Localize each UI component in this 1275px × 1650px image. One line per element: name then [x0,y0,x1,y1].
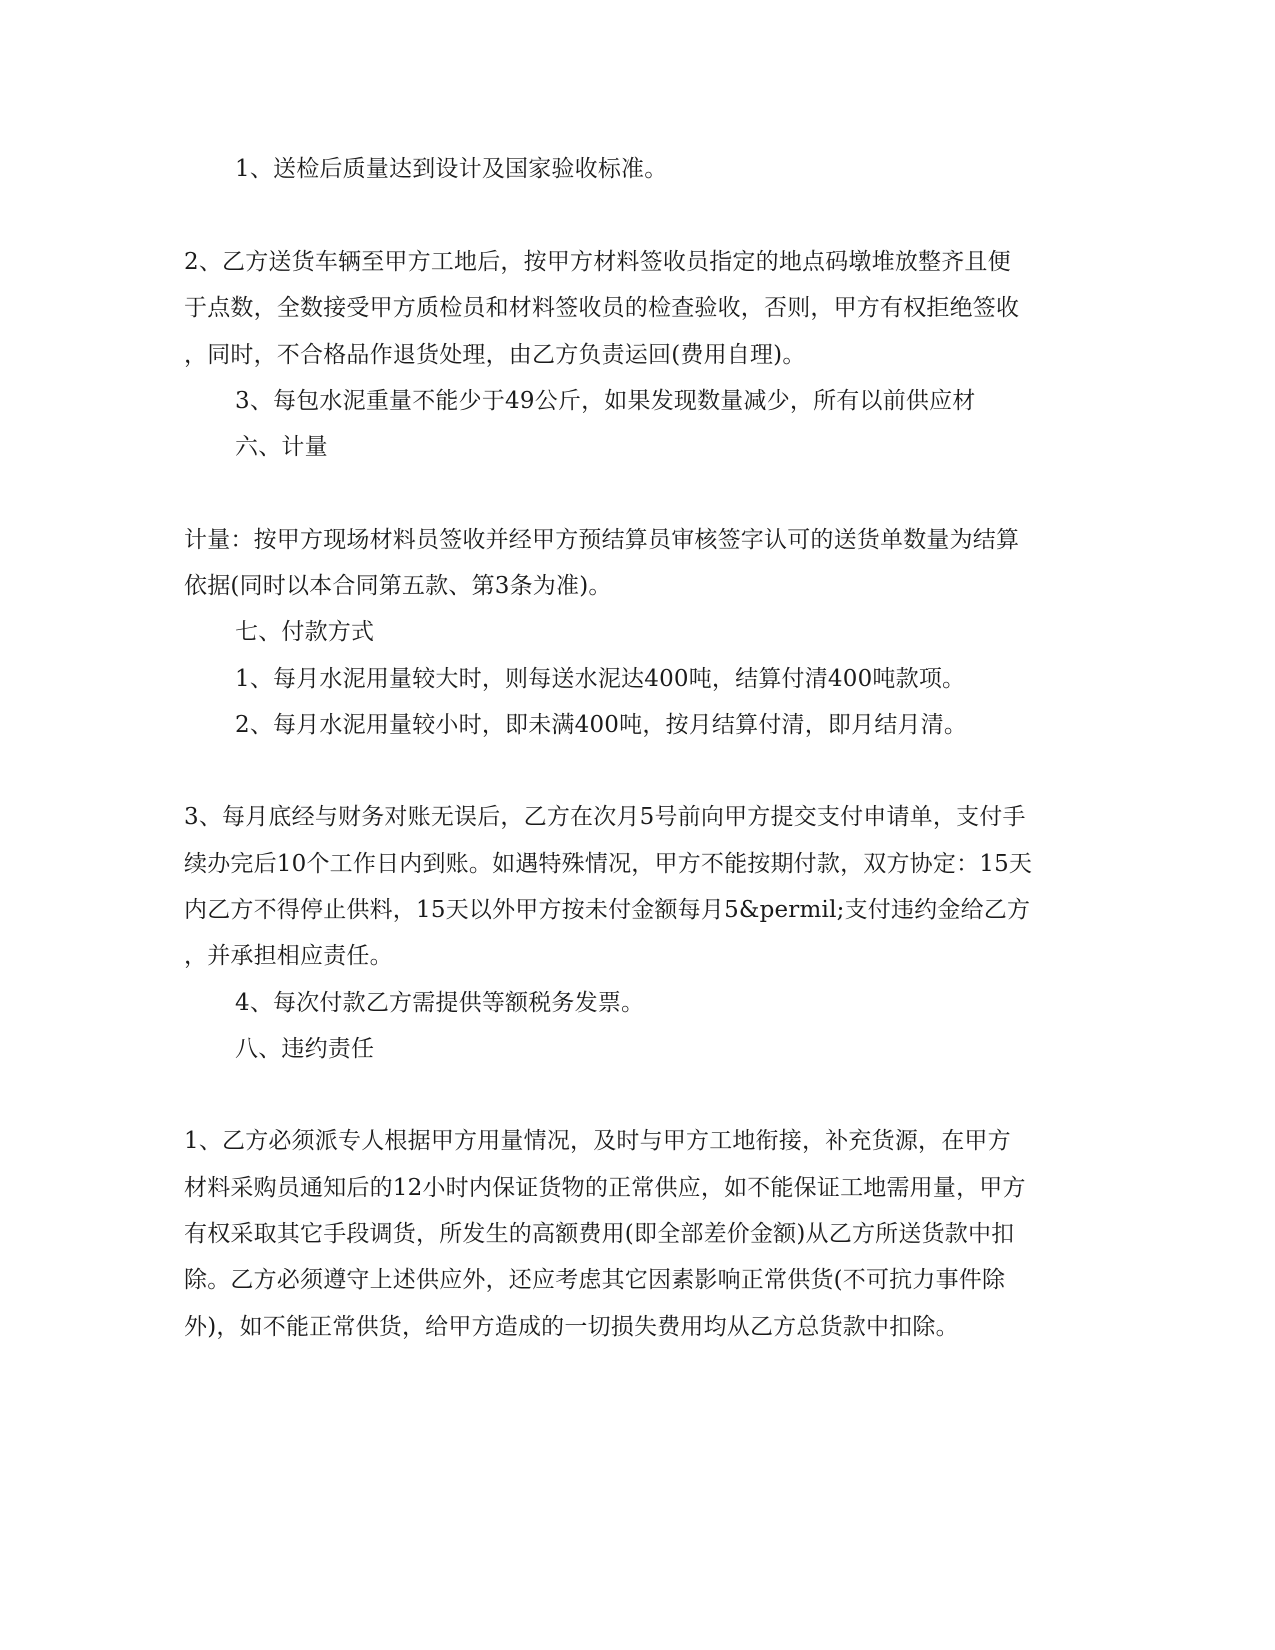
paragraph-line: 1、送检后质量达到设计及国家验收标准。 [235,156,668,182]
paragraph-line: 1、乙方必须派专人根据甲方用量情况，及时与甲方工地衔接，补充货源，在甲方 [184,1128,1011,1154]
section-heading: 七、付款方式 [235,619,375,645]
paragraph-line: 1、每月水泥用量较大时，则每送水泥达400吨，结算付清400吨款项。 [235,666,966,692]
paragraph-line: 3、每月底经与财务对账无误后，乙方在次月5号前向甲方提交支付申请单，支付手 [184,804,1026,830]
paragraph-line: 有权采取其它手段调货，所发生的高额费用(即全部差价金额)从乙方所送货款中扣 [184,1221,1015,1247]
paragraph-line: ，同时，不合格品作退货处理，由乙方负责运回(费用自理)。 [184,342,806,368]
section-heading: 八、违约责任 [235,1036,375,1062]
paragraph-line: 2、每月水泥用量较小时，即未满400吨，按月结算付清，即月结月清。 [235,712,968,738]
paragraph-line: ，并承担相应责任。 [184,943,393,969]
paragraph-line: 于点数，全数接受甲方质检员和材料签收员的检查验收，否则，甲方有权拒绝签收 [184,295,1020,321]
paragraph-line: 依据(同时以本合同第五款、第3条为准)。 [184,573,612,599]
paragraph-line: 计量：按甲方现场材料员签收并经甲方预结算员审核签字认可的送货单数量为结算 [184,527,1020,553]
paragraph-line: 4、每次付款乙方需提供等额税务发票。 [235,990,645,1016]
paragraph-line: 3、每包水泥重量不能少于49公斤，如果发现数量减少，所有以前供应材 [235,388,976,414]
paragraph-line: 除。乙方必须遵守上述供应外，还应考虑其它因素影响正常供货(不可抗力事件除 [184,1267,1006,1293]
paragraph-line: 材料采购员通知后的12小时内保证货物的正常供应，如不能保证工地需用量，甲方 [184,1175,1026,1201]
paragraph-line: 续办完后10个工作日内到账。如遇特殊情况，甲方不能按期付款，双方协定：15天 [184,851,1033,877]
paragraph-line: 2、乙方送货车辆至甲方工地后，按甲方材料签收员指定的地点码墩堆放整齐且便 [184,249,1011,275]
paragraph-line: 内乙方不得停止供料，15天以外甲方按未付金额每月5&permil;支付违约金给乙方 [184,897,1031,923]
paragraph-line: 外)，如不能正常供货，给甲方造成的一切损失费用均从乙方总货款中扣除。 [184,1314,959,1340]
section-heading: 六、计量 [235,434,328,460]
